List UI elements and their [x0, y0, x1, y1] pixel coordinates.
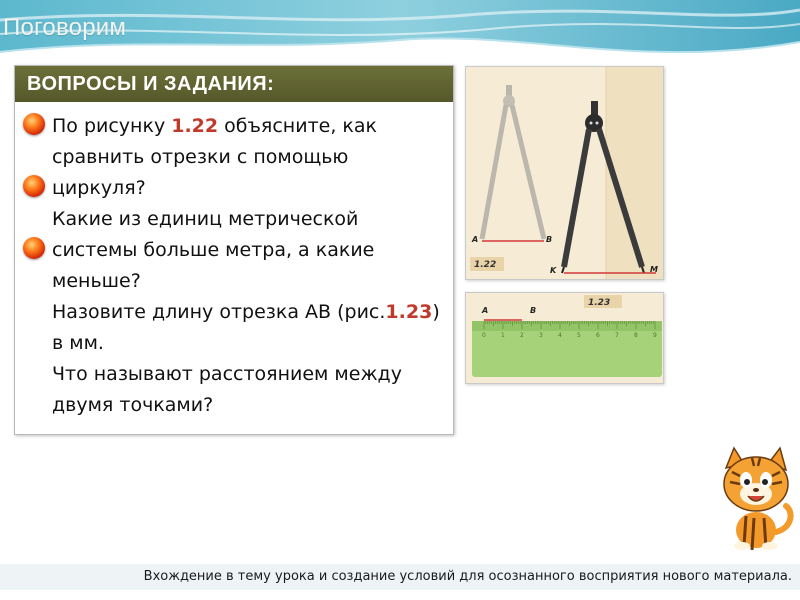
ruler-number: 1	[501, 332, 505, 339]
ruler-number: 5	[577, 332, 581, 339]
ruler-number: 8	[634, 332, 638, 339]
bullet-icon	[23, 175, 45, 197]
tiger-cat-mascot-icon	[714, 446, 798, 552]
footer-bar	[0, 564, 800, 590]
question-4: Что называют расстоянием между двумя точками?	[52, 363, 402, 416]
question-1-end: объясните, как сравнить отрезки с помощью циркуля?	[52, 115, 378, 199]
point-b-label: B	[530, 306, 537, 315]
panel-title: ВОПРОСЫ И ЗАДАНИЯ:	[15, 66, 453, 102]
point-m-label: M	[650, 265, 658, 274]
question-3-start: Назовите длину отрезка АВ (рис.	[52, 301, 386, 323]
questions-text	[52, 111, 447, 421]
question-1-start: По рисунку	[52, 115, 172, 137]
questions-panel	[14, 65, 454, 435]
figure-number-1-22: 1.22	[474, 260, 497, 270]
figure-ref-1-23: 1.23	[385, 301, 433, 323]
point-k-label: K	[550, 266, 557, 275]
bullet-icon	[23, 113, 45, 135]
ruler-icon	[472, 321, 662, 377]
ruler-number: 3	[539, 332, 543, 339]
question-3-end: ) в мм.	[52, 301, 440, 354]
slide-heading: Поговорим	[3, 14, 127, 41]
question-2: Какие из единиц метрической системы больше метра, а какие меньше?	[52, 208, 375, 292]
ruler-number: 2	[520, 332, 524, 339]
figure-number-1-23: 1.23	[588, 298, 611, 308]
figure-ruler	[465, 292, 664, 384]
ruler-number: 6	[596, 332, 600, 339]
figure-ref-1-22: 1.22	[171, 115, 219, 137]
figure-compasses	[465, 66, 664, 280]
point-a-label: A	[472, 235, 479, 244]
ruler-number: 0	[482, 332, 486, 339]
ruler-number: 4	[558, 332, 562, 339]
point-a-label: A	[482, 306, 489, 315]
ruler-number: 9	[653, 332, 657, 339]
ruler-number: 7	[615, 332, 619, 339]
bullet-icon	[23, 237, 45, 259]
point-b-label: B	[546, 235, 553, 244]
footer-text: Вхождение в тему урока и создание условий для осознанного восприятия нового материала.	[143, 569, 792, 584]
